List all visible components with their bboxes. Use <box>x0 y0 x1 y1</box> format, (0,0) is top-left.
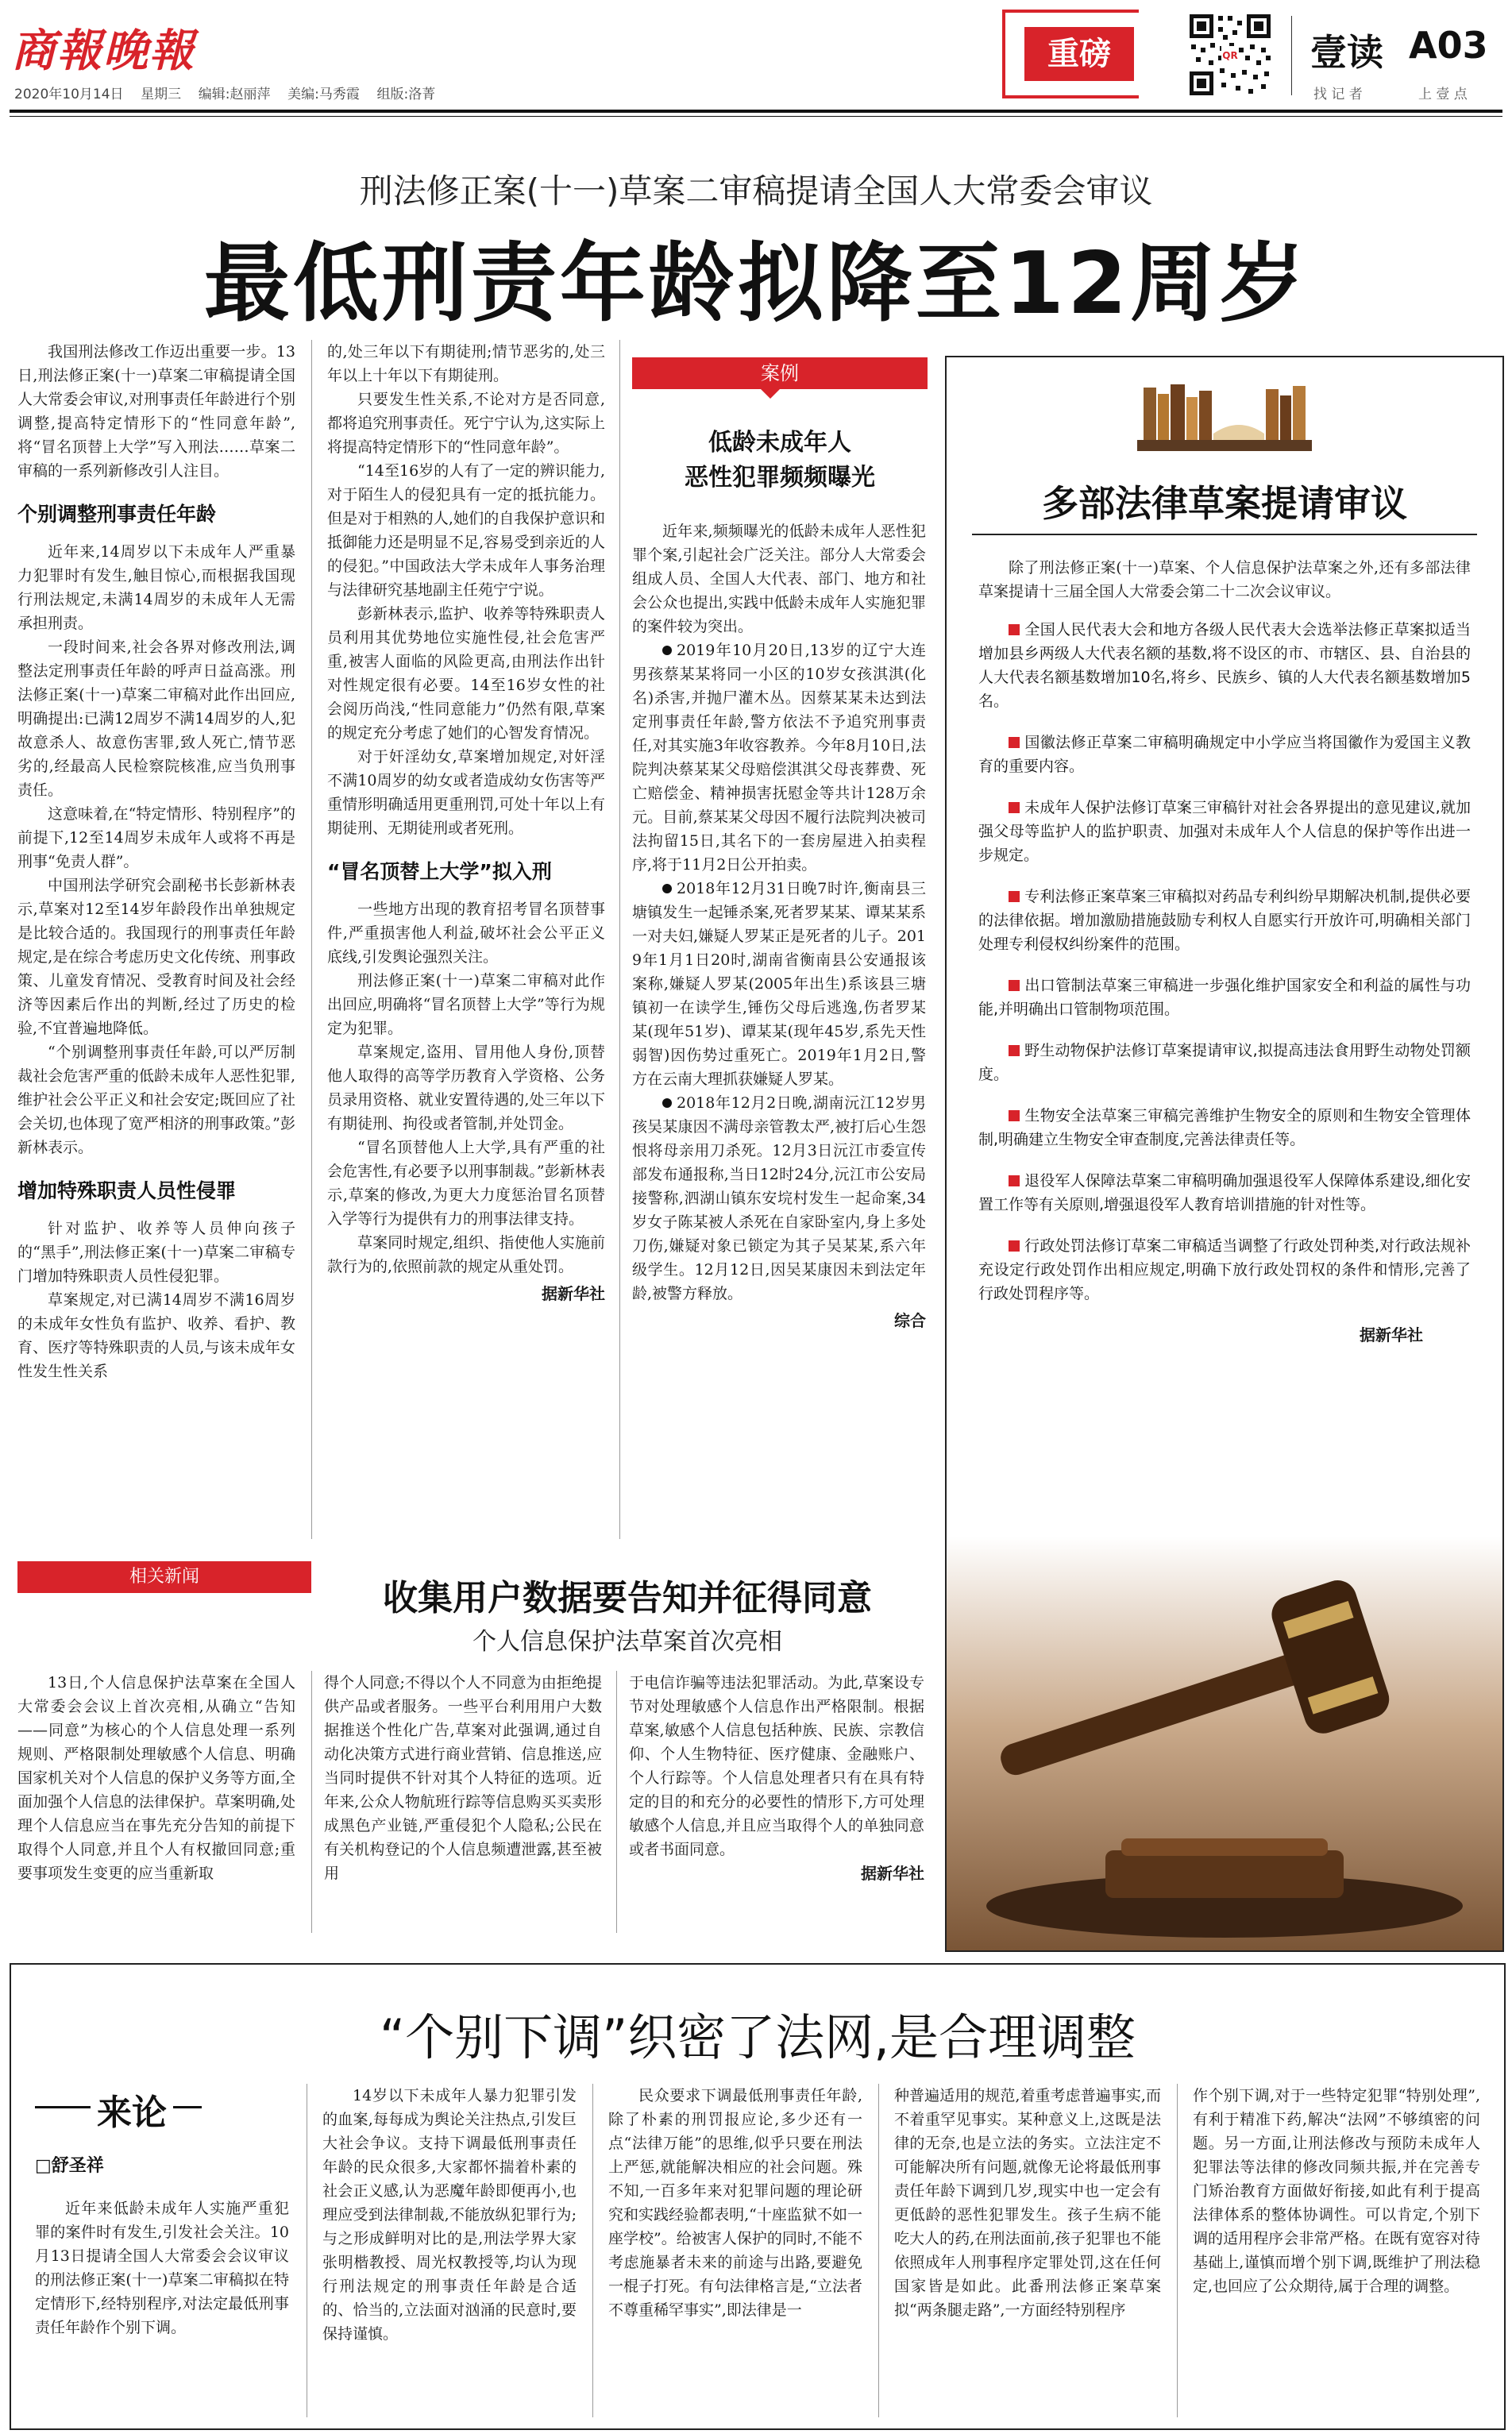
opinion-column-2 <box>322 2084 577 2346</box>
article-paragraph: 近年来,14周岁以下未成年人严重暴力犯罪时有发生,触目惊心,而根据我国现行刑法规定,未满14周岁的未成年人无需承担刑责。 <box>17 543 295 632</box>
article-paragraph: 对于奸淫幼女,草案增加规定,对奸淫不满10周岁的幼女或者造成幼女伤害等严重情形明确适用更重刑罚,可处十年以上有期徒刑、无期徒刑或者死刑。 <box>327 748 605 837</box>
bullet-dot-icon <box>662 646 672 655</box>
red-square-bullet-icon <box>1009 624 1020 635</box>
sidebar-list-item <box>978 731 1471 778</box>
opinion-column-4 <box>894 2084 1161 2322</box>
related-paragraph: 得个人同意;不得以个人不同意为由拒绝提供产品或者服务。一些平台利用用户大数据推送个性化广告,草案对此强调,通过自动化决策方式进行商业营销、信息推送,应当同时提供不针对其个人特征的选项。近年来,公众人物航班行踪等信息购买买卖形成黑色产业链,严重侵犯个人隐私;公民在有关机构登记的个人信息频遭泄露,甚至被用 <box>324 1674 602 1882</box>
sidebar-item-text: 国徽法修正草案二审稿明确规定中小学应当将国徽作为爱国主义教育的重要内容。 <box>978 734 1471 775</box>
red-square-bullet-icon <box>1009 802 1020 813</box>
headline-title: 最低刑责年龄拟降至12周岁 <box>203 234 1309 334</box>
sidebar-item-text: 野生动物保护法修订草案提请审议,拟提高违法食用野生动物处罚额度。 <box>978 1042 1471 1083</box>
article-paragraph: 针对监护、收养等人员伸向孩子的“黑手”,刑法修正案(十一)草案二审稿专门增加特殊职责人员性侵犯罪。 <box>17 1220 295 1285</box>
article-source: 据新华社 <box>542 1284 605 1303</box>
sidebar-list-item <box>978 1104 1471 1151</box>
article-paragraph: 一些地方出现的教育招考冒名顶替事件,严重损害他人利益,破坏社会公平正义底线,引发舆论强烈关注。 <box>327 901 605 966</box>
related-paragraph: 13日,个人信息保护法草案在全国人大常委会会议上首次亮相,从确立“告知——同意”为核心的个人信息处理一系列规则、严格限制处理敏感个人信息、明确国家机关对个人信息的保护义务等方面,全面加强个人信息的法律保护。草案明确,处理个人信息应当在事先充分告知的前提下取得个人同意,并且个人有权撤回同意;重要事项发生变更的应当重新取 <box>17 1674 295 1882</box>
opinion-paragraph: 种普遍适用的规范,着重考虑普遍事实,而不着重罕见事实。某种意义上,这既是法律的无奈,也是立法的务实。立法注定不可能解决所有问题,就像无论将最低刑事责任年龄下调到几岁,现实中也一定会有更低龄的恶性犯罪发生。孩子生病不能吃大人的药,在刑法面前,孩子犯罪也不能依照成年人刑事程序定罪处罚,这在任何国家皆是如此。此番刑法修正案草案拟“两条腿走路”,一方面经特别程序 <box>894 2087 1161 2319</box>
qr-code-icon <box>1186 11 1274 98</box>
article-paragraph: 草案同时规定,组织、指使他人实施前款行为的,依照前款的规定从重处罚。 <box>327 1234 605 1275</box>
opinion-box <box>10 1963 1506 2430</box>
edition-label: 壹读 <box>1310 31 1383 74</box>
newspaper-logo: 商報晚報 <box>11 25 195 77</box>
article-paragraph: 草案规定,盗用、冒用他人身份,顶替他人取得的高等学历教育入学资格、公务员录用资格、就业安置待遇的,处三年以下有期徒刑、拘役或者管制,并处罚金。 <box>327 1043 605 1132</box>
opinion-paragraph: 作个别下调,对于一些特定犯罪“特别处理”,有利于精准下药,解决“法网”不够缜密的问题。另一方面,让刑法修改与预防未成年人犯罪法等法律的修改同频共振,并在完善专门矫治教育方面做好衔接,如此有利于提高法律体系的整体协调性。可以肯定,个别下调的适用程序会非常严格。在既有宽容对待基础上,谨慎而增个别下调,既维护了刑法稳定,也回应了公众期待,属于合理的调整。 <box>1193 2087 1480 2295</box>
red-square-bullet-icon <box>1009 1110 1020 1121</box>
case-text: 2018年12月2日晚,湖南沅江12岁男孩吴某康因不满母亲管教太严,被打后心生怨恨将母亲用刀杀死。12月3日沅江市委宣传部发布通报称,当日12时24分,沅江市公安局接警称,泗湖山镇东安垸村发生一起命案,34岁女子陈某被人杀死在自家卧室内,身上多处刀伤,嫌疑对象已锁定为其子吴某某,系六年级学生。12月12日,因吴某康因未到法定年龄,被警方释放。 <box>632 1094 926 1302</box>
qr-label: QR <box>1222 50 1238 61</box>
article-intro: 我国刑法修改工作迈出重要一步。13日,刑法修正案(十一)草案二审稿提请全国人大常委会审议,对刑事责任年龄进行个别调整,提高特定情形下的“性同意年龄”,将“冒名顶替上大学”写入刑法……草案二审稿的一系列新修改引人注目。 <box>17 343 295 480</box>
opinion-paragraph: 近年来低龄未成年人实施严重犯罪的案件时有发生,引发社会关注。10月13日提请全国人大常委会会议审议的刑法修正案(十一)草案二审稿拟在特定情形下,经特别程序,对法定最低刑事责任年龄作个别下调。 <box>35 2200 289 2336</box>
sidebar-list <box>978 618 1471 1306</box>
sidebar-item-text: 行政处罚法修订草案二审稿适当调整了行政处罚种类,对行政法规补充设定行政处罚作出相应规定,明确下放行政处罚权的条件和情形,完善了行政处罚程序等。 <box>978 1237 1471 1302</box>
sidebar-title-underline <box>972 534 1477 535</box>
related-subtitle: 个人信息保护法草案首次亮相 <box>472 1628 782 1656</box>
related-title: 收集用户数据要告知并征得同意 <box>383 1578 872 1618</box>
reporter-line: 找 记 者 <box>1313 87 1363 102</box>
sidebar-list-item <box>978 974 1471 1021</box>
case-title-line2: 恶性犯罪频频曝光 <box>685 464 875 492</box>
sidebar-body <box>978 556 1471 1347</box>
opinion-paragraph: 民众要求下调最低刑事责任年龄,除了朴素的刑罚报应论,多少还有一点“法律万能”的思维,似乎只要在刑法上严惩,就能解决相应的社会问题。殊不知,一百多年来对犯罪问题的理论研究和实践经验都表明,“十座监狱不如一座学校”。给被害人保护的同时,不能不考虑施暴者未来的前途与出路,要避免一棍子打死。有句法律格言是,“立法者不尊重稀罕事实”,即法律是一 <box>608 2087 862 2319</box>
column-rule <box>592 2084 593 2417</box>
related-column-2 <box>324 1671 602 1885</box>
opinion-column-1 <box>35 2197 289 2339</box>
section-tag: 重磅 <box>1024 27 1134 81</box>
related-paragraph: 于电信诈骗等违法犯罪活动。为此,草案设专节对处理敏感个人信息作出严格限制。根据草案,敏感个人信息包括种族、民族、宗教信仰、个人生物特征、医疗健康、金融账户、个人行踪等。个人信息处理者只有在具有特定的目的和充分的必要性的情形下,方可处理敏感个人信息,并且应当取得个人的单独同意或者书面同意。 <box>629 1674 924 1858</box>
article-paragraph: “个别调整刑事责任年龄,可以严厉制裁社会危害严重的低龄未成年人恶性犯罪,维护社会公平正义和社会安定;既回应了社会关切,也体现了宽严相济的刑事政策。”彭新林表示。 <box>17 1043 295 1156</box>
opinion-column-tag <box>35 2084 202 2131</box>
sidebar-item-text: 未成年人保护法修订草案三审稿针对社会各界提出的意见建议,就加强父母等监护人的监护职责、加强对未成年人个人信息的保护等作出进一步规定。 <box>978 799 1471 864</box>
case-title <box>632 426 928 496</box>
case-label-notch <box>761 389 780 399</box>
front-line: 上 壹 点 <box>1418 87 1468 102</box>
sidebar-source: 据新华社 <box>1360 1325 1423 1344</box>
red-square-bullet-icon <box>1009 980 1020 991</box>
bullet-dot-icon <box>662 1098 672 1108</box>
red-square-bullet-icon <box>1009 1240 1020 1252</box>
issue-weekday: 星期三 <box>141 87 182 102</box>
opinion-author: □舒圣祥 <box>35 2156 104 2176</box>
article-paragraph: “14至16岁的人有了一定的辨识能力,对于陌生人的侵犯具有一定的抵抗能力。但是对于相熟的人,她们的自我保护意识和抵御能力还是明显不足,容易受到亲近的人的侵犯。”中国政法大学未成年人事务治理与法律研究基地副主任苑宁宁说。 <box>327 462 605 599</box>
opinion-column-3 <box>608 2084 862 2322</box>
article-paragraph: 彭新林表示,监护、收养等特殊职责人员利用其优势地位实施性侵,社会危害严重,被害人面临的风险更高,由刑法作出针对性规定很有必要。14至16岁女性的社会阅历尚浅,“性同意能力”仍然有限,草案的规定充分考虑了她们的心智发育情况。 <box>327 605 605 742</box>
case-source: 综合 <box>894 1311 926 1330</box>
issue-date: 2020年10月14日 <box>14 87 124 102</box>
sidebar-item-text: 退役军人保障法草案二审稿明确加强退役军人保障体系建设,细化安置工作等有关原则,增强退役军人教育培训措施的针对性等。 <box>978 1172 1471 1213</box>
sidebar-item-text: 专利法修正案草案三审稿拟对药品专利纠纷早期解决机制,提供必要的法律依据。增加激励措施鼓励专利权人自愿实行开放许可,明确相关部门处理专利侵权纠纷案件的范围。 <box>978 888 1471 953</box>
article-paragraph: 这意味着,在“特定情形、特别程序”的前提下,12至14周岁未成年人或将不再是刑事“免责人群”。 <box>17 805 295 870</box>
sidebar-item-text: 生物安全法草案三审稿完善维护生物安全的原则和生物安全管理体制,明确建立生物安全审查制度,完善法律责任等。 <box>978 1107 1471 1148</box>
article-paragraph: 只要发生性关系,不论对方是否同意,都将追究刑事责任。死宁宁认为,这实际上将提高特定情形下的“性同意年龄”。 <box>327 391 605 456</box>
red-square-bullet-icon <box>1009 891 1020 902</box>
sidebar-list-item <box>978 1169 1471 1217</box>
main-article-column-2 <box>327 340 605 1306</box>
related-column-1 <box>17 1671 295 1885</box>
case-paragraph: 近年来,频频曝光的低龄未成年人恶性犯罪个案,引起社会广泛关注。部分人大常委会组成人员、全国人大代表、部门、地方和社会公众也提出,实践中低龄未成年人实施犯罪的案件较为突出。 <box>632 523 926 635</box>
column-rule <box>311 340 312 1539</box>
subheading-impersonation: “冒名顶替上大学”拟入刑 <box>327 860 552 883</box>
case-title-line1: 低龄未成年人 <box>708 429 851 457</box>
column-rule <box>311 1671 312 1933</box>
masthead-rule-thin <box>10 116 1502 117</box>
related-source: 据新华社 <box>861 1864 924 1883</box>
column-rule <box>878 2084 879 2417</box>
opinion-column-5 <box>1193 2084 1480 2298</box>
case-text: 2018年12月31日晚7时许,衡南县三塘镇发生一起锤杀案,死者罗某某、谭某某系一对夫妇,嫌疑人罗某正是死者的儿子。2019年1月1日20时,湖南省衡南县公安通报该案称,嫌疑人罗某(2005年出生)系该县三塘镇初一在读学生,锤伤父母后逃逸,伤者罗某某(现年51岁)、谭某某(现年45岁,系先天性弱智)因伤势过重死亡。2019年1月2日,警方在云南大理抓获嫌疑人罗某。 <box>632 880 926 1088</box>
related-label: 相关新闻 <box>17 1561 311 1593</box>
main-article-column-1 <box>17 340 295 1383</box>
typesetter-credit: 组版:洛菁 <box>376 87 436 102</box>
sidebar-item-text: 全国人民代表大会和地方各级人民代表大会选举法修正草案拟适当增加县乡两级人大代表名额的基数,将不设区的市、市辖区、县、自治县的人大代表名额基数增加10名,将乡、民族乡、镇的人大代表名额基数增加5名。 <box>978 621 1471 710</box>
headline-kicker: 刑法修正案(十一)草案二审稿提请全国人大常委会审议 <box>359 172 1153 210</box>
case-label: 案例 <box>632 357 928 389</box>
article-paragraph: 一段时间来,社会各界对修改刑法,调整法定刑事责任年龄的呼声日益高涨。刑法修正案(十一)草案二审稿对此作出回应,明确提出:已满12周岁不满14周岁的人,犯故意杀人、故意伤害罪,致人死亡,情节恶劣的,经最高人民检察院核准,应当负刑事责任。 <box>17 638 295 799</box>
column-rule <box>616 1671 617 1933</box>
case-paragraph <box>632 877 926 1091</box>
article-paragraph: 草案规定,对已满14周岁不满16周岁的未成年女性负有监护、收养、看护、教育、医疗等特殊职责的人员,与该未成年女性发生性关系 <box>17 1291 295 1380</box>
editor-credit: 编辑:赵丽萍 <box>198 87 271 102</box>
related-column-3 <box>629 1671 924 1885</box>
bullet-dot-icon <box>662 884 672 893</box>
sidebar-list-item <box>978 1234 1471 1306</box>
opinion-paragraph: 14岁以下未成年人暴力犯罪引发的血案,每每成为舆论关注热点,引发巨大社会争议。支持下调最低刑事责任年龄的民众很多,大家都怀揣着朴素的社会正义感,认为恶魔年龄即便再小,也理应受到法律制裁,不能放纵犯罪行为;与之形成鲜明对比的是,刑法学界大家张明楷教授、周光权教授等,均认为现行刑法规定的刑事责任年龄是合适的、恰当的,立法面对汹涌的民意时,要保持谨慎。 <box>322 2087 577 2343</box>
column-rule <box>619 340 620 1539</box>
red-square-bullet-icon <box>1009 737 1020 748</box>
date-line <box>14 83 435 102</box>
article-paragraph: 的,处三年以下有期徒刑;情节恶劣的,处三年以上十年以下有期徒刑。 <box>327 343 605 384</box>
bookshelf-illustration <box>1137 370 1312 457</box>
sidebar-item-text: 出口管制法草案三审稿进一步强化维护国家安全和利益的属性与功能,并明确出口管制物项范围。 <box>978 977 1471 1018</box>
case-text: 2019年10月20日,13岁的辽宁大连男孩蔡某某将同一小区的10岁女孩淇淇(化名)杀害,并抛尸灌木丛。因蔡某某未达到法定刑事责任年龄,警方依法不予追究刑事责任,对其实施3年收容教养。今年8月10日,法院判决蔡某某父母赔偿淇淇父母丧葬费、死亡赔偿金、精神损害抚慰金等共计128万余元。目前,蔡某某父母因不履行法院判决被司法拘留15日,其名下的一套房屋进入拍卖程序,将于11月2日公开拍卖。 <box>632 642 926 874</box>
masthead-rule <box>10 110 1502 113</box>
article-paragraph: 刑法修正案(十一)草案二审稿对此作出回应,明确将“冒名顶替上大学”等行为规定为犯罪。 <box>327 972 605 1037</box>
red-square-bullet-icon <box>1009 1045 1020 1056</box>
red-square-bullet-icon <box>1009 1175 1020 1186</box>
case-paragraph <box>632 638 926 877</box>
sidebar-list-item <box>978 618 1471 713</box>
subheading-special-duty: 增加特殊职责人员性侵罪 <box>17 1179 237 1202</box>
masthead-divider <box>1291 16 1292 95</box>
gavel-illustration <box>962 1533 1487 1938</box>
sidebar-list-item <box>978 796 1471 867</box>
designer-credit: 美编:马秀霞 <box>287 87 360 102</box>
case-paragraph <box>632 1091 926 1306</box>
sidebar-list-item <box>978 1039 1471 1086</box>
opinion-title: “个别下调”织密了法网,是合理调整 <box>380 2008 1136 2066</box>
sidebar-list-item <box>978 885 1471 956</box>
sidebar-title: 多部法律草案提请审议 <box>1042 482 1407 525</box>
masthead <box>0 0 1512 127</box>
article-paragraph: 中国刑法学研究会副秘书长彭新林表示,草案对12至14岁年龄段作出单独规定是比较合适的。我国现行的刑事责任年龄规定,是在综合考虑历史文化传统、刑事政策、儿童发育情况、受教育时间及社会经济等因素后作出的判断,经过了历史的检验,不宜普遍地降低。 <box>17 877 295 1037</box>
opinion-column-name: 来论 <box>91 2084 173 2135</box>
sidebar-panel <box>945 356 1504 1952</box>
subheading-age: 个别调整刑事责任年龄 <box>17 503 217 526</box>
page-number: A03 <box>1409 24 1488 67</box>
article-paragraph: “冒名顶替他人上大学,具有严重的社会危害性,有必要予以刑事制裁。”彭新林表示,草案的修改,为更大力度惩治冒名顶替入学等行为提供有力的刑事法律支持。 <box>327 1139 605 1228</box>
case-body <box>632 519 926 1333</box>
sidebar-intro: 除了刑法修正案(十一)草案、个人信息保护法草案之外,还有多部法律草案提请十三届全国人大常委会第二十二次会议审议。 <box>978 559 1471 600</box>
column-rule <box>1177 2084 1178 2417</box>
